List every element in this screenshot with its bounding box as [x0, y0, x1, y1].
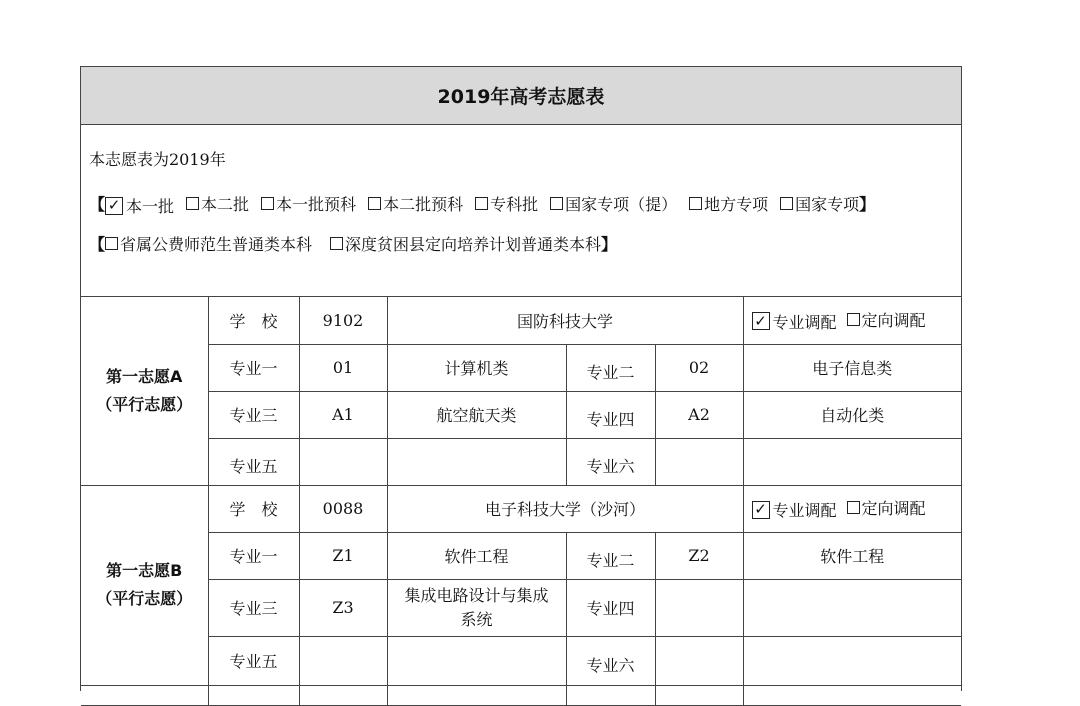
table-row: [81, 685, 961, 705]
batch-option[interactable]: 本二批预科: [368, 192, 463, 215]
checkbox-icon[interactable]: [368, 197, 381, 210]
major-name[interactable]: 自动化类: [743, 391, 961, 438]
major-label: 专业一: [208, 532, 299, 579]
checkbox-icon[interactable]: [780, 197, 793, 210]
checkbox-icon[interactable]: [330, 237, 343, 250]
major-name[interactable]: [387, 636, 566, 685]
volunteer-label: 第一志愿A （平行志愿）: [81, 297, 208, 485]
application-form: [80, 66, 962, 691]
major-code[interactable]: [655, 636, 743, 685]
checkbox-icon[interactable]: [186, 197, 199, 210]
school-label: 学 校: [208, 297, 299, 344]
major-code[interactable]: 01: [299, 344, 387, 391]
batch-option[interactable]: ✓ 本一批: [105, 194, 174, 217]
major-label: 专业二: [566, 344, 655, 391]
major-code[interactable]: [299, 438, 387, 485]
checkbox-checked-icon[interactable]: ✓: [105, 197, 123, 215]
form-title: 2019年高考志愿表: [81, 67, 961, 125]
major-code[interactable]: [655, 438, 743, 485]
major-name[interactable]: [387, 438, 566, 485]
school-name[interactable]: 电子科技大学（沙河）: [387, 485, 743, 532]
major-name[interactable]: 航空航天类: [387, 391, 566, 438]
checkbox-icon[interactable]: [847, 313, 860, 326]
volunteer-label: 第一志愿B （平行志愿）: [81, 485, 208, 685]
batch-options-row2: [89, 232, 617, 255]
checkbox-checked-icon[interactable]: ✓: [752, 501, 770, 519]
table-row: [81, 485, 961, 532]
major-name[interactable]: [743, 636, 961, 685]
major-code[interactable]: 02: [655, 344, 743, 391]
bracket-close: 】: [859, 195, 876, 214]
batch-option[interactable]: 专科批: [475, 192, 538, 215]
table-row: [81, 579, 961, 636]
major-label: 专业五: [208, 438, 299, 485]
adjust-option[interactable]: 定向调配: [847, 308, 926, 331]
checkbox-icon[interactable]: [689, 197, 702, 210]
table-row: [81, 391, 961, 438]
batch-option[interactable]: 深度贫困县定向培养计划普通类本科: [330, 232, 601, 255]
major-label: 专业一: [208, 344, 299, 391]
batch-option[interactable]: 省属公费师范生普通类本科: [105, 232, 312, 255]
major-label: 专业四: [566, 391, 655, 438]
major-code[interactable]: A1: [299, 391, 387, 438]
adjust-option[interactable]: ✓ 专业调配: [752, 310, 837, 333]
checkbox-icon[interactable]: [550, 197, 563, 210]
major-code[interactable]: [655, 579, 743, 636]
major-name[interactable]: [743, 438, 961, 485]
major-code[interactable]: A2: [655, 391, 743, 438]
major-label: 专业二: [566, 532, 655, 579]
school-name[interactable]: 国防科技大学: [387, 297, 743, 344]
batch-option[interactable]: 本一批预科: [261, 192, 356, 215]
major-name[interactable]: 集成电路设计与集成 系统: [387, 579, 566, 636]
table-row: [81, 636, 961, 685]
bracket-open: 【: [89, 195, 106, 214]
adjust-options: [743, 485, 961, 532]
volunteer-table: [81, 297, 961, 706]
major-label: 专业三: [208, 391, 299, 438]
major-label: 专业三: [208, 579, 299, 636]
major-code[interactable]: Z3: [299, 579, 387, 636]
major-label: 专业五: [208, 636, 299, 685]
batch-options-row1: [89, 192, 875, 217]
table-row: [81, 344, 961, 391]
intro-text: 本志愿表为2019年: [89, 150, 226, 169]
major-label: 专业六: [566, 636, 655, 685]
major-name[interactable]: 电子信息类: [743, 344, 961, 391]
table-row: [81, 532, 961, 579]
school-code[interactable]: 9102: [299, 297, 387, 344]
major-label: 专业四: [566, 579, 655, 636]
major-code[interactable]: Z2: [655, 532, 743, 579]
major-name[interactable]: 软件工程: [743, 532, 961, 579]
checkbox-icon[interactable]: [475, 197, 488, 210]
major-name[interactable]: [743, 579, 961, 636]
checkbox-icon[interactable]: [105, 237, 118, 250]
adjust-option[interactable]: 定向调配: [847, 496, 926, 519]
adjust-options: [743, 297, 961, 344]
major-code[interactable]: Z1: [299, 532, 387, 579]
checkbox-icon[interactable]: [847, 501, 860, 514]
bracket-open: 【: [89, 235, 106, 254]
intro-section: [81, 125, 961, 297]
major-code[interactable]: [299, 636, 387, 685]
school-code[interactable]: 0088: [299, 485, 387, 532]
batch-option[interactable]: 地方专项: [689, 192, 768, 215]
major-name[interactable]: 计算机类: [387, 344, 566, 391]
batch-option[interactable]: 本二批: [186, 192, 249, 215]
checkbox-icon[interactable]: [261, 197, 274, 210]
table-row: [81, 297, 961, 344]
table-row: [81, 438, 961, 485]
school-label: 学 校: [208, 485, 299, 532]
bracket-close: 】: [601, 235, 618, 254]
adjust-option[interactable]: ✓ 专业调配: [752, 498, 837, 521]
batch-option[interactable]: 国家专项（提）: [550, 192, 677, 215]
major-label: 专业六: [566, 438, 655, 485]
major-name[interactable]: 软件工程: [387, 532, 566, 579]
batch-option[interactable]: 国家专项: [780, 192, 859, 215]
checkbox-checked-icon[interactable]: ✓: [752, 312, 770, 330]
